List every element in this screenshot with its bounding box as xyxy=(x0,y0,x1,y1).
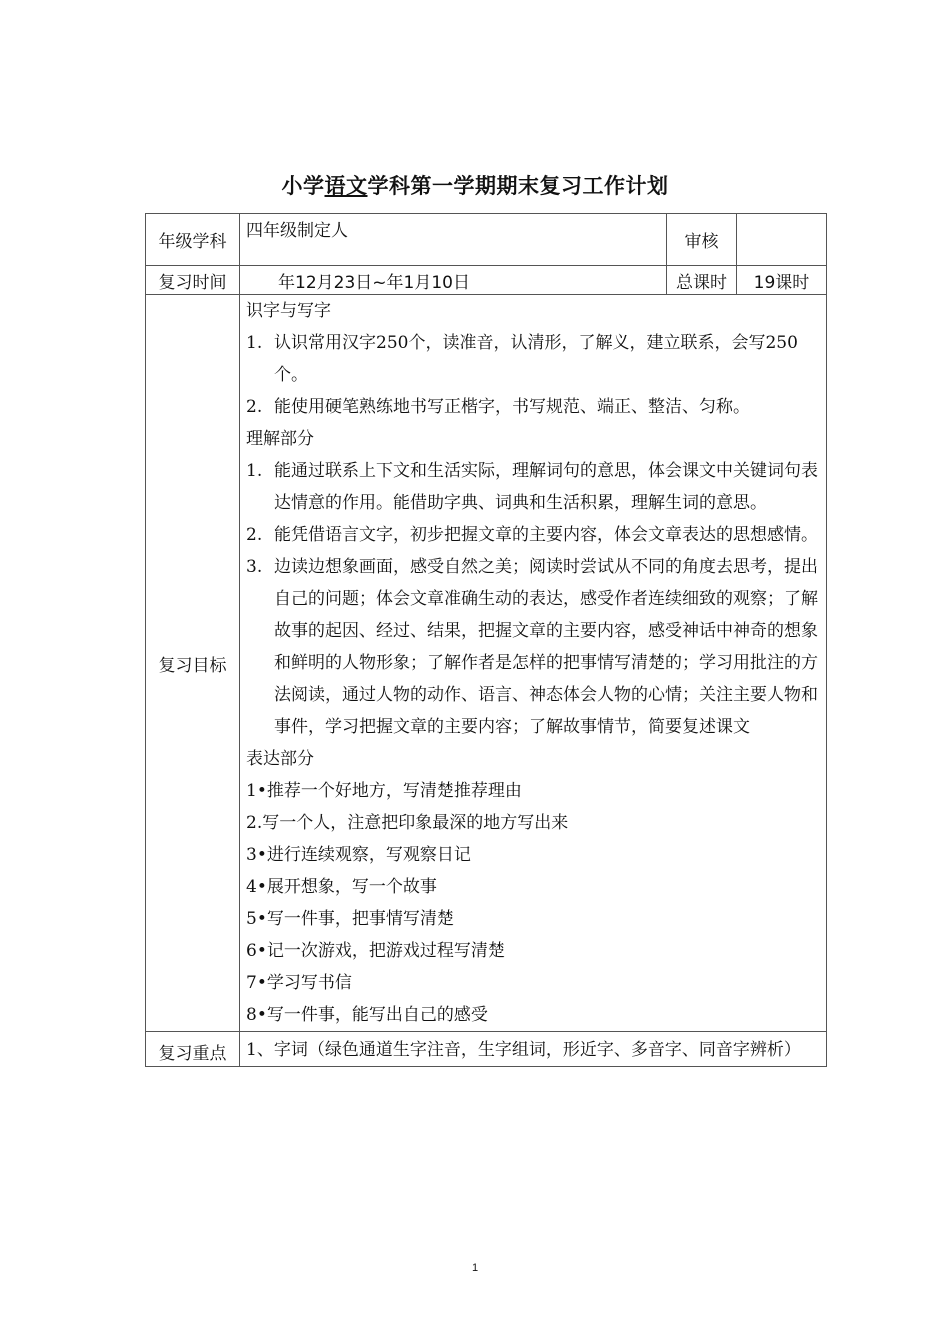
item-text: 认识常用汉字250个，读准音，认清形，了解义，建立联系，会写250个。 xyxy=(274,333,798,385)
title-suffix: 学科第一学期期末复习工作计划 xyxy=(367,174,669,198)
review-plan-table xyxy=(145,213,827,1067)
total-hours-value: 19课时 xyxy=(737,266,827,295)
list-item: 6•记一次游戏，把游戏过程写清楚 xyxy=(246,941,505,961)
review-goals-row xyxy=(146,295,827,1032)
grade-subject-label: 年级学科 xyxy=(146,214,240,266)
title-prefix: 小学 xyxy=(281,174,325,198)
key-points-label: 复习重点 xyxy=(146,1032,240,1067)
item-number: 2. xyxy=(246,397,263,417)
page-number: 1 xyxy=(471,1262,479,1274)
list-item xyxy=(246,551,820,743)
item-number: 1. xyxy=(246,333,263,353)
section-heading: 理解部分 xyxy=(246,429,314,449)
item-number: 2. xyxy=(246,525,263,545)
review-goals-content xyxy=(240,295,827,1032)
list-item: 1•推荐一个好地方，写清楚推荐理由 xyxy=(246,781,522,801)
document-title xyxy=(0,170,950,200)
list-item: 8•写一件事，能写出自己的感受 xyxy=(246,1005,488,1025)
list-item: 5•写一件事，把事情写清楚 xyxy=(246,909,454,929)
grade-subject-row xyxy=(146,214,827,266)
key-points-content: 1、字词（绿色通道生字注音，生字组词，形近字、多音字、同音字辨析） xyxy=(240,1032,827,1067)
section-heading: 识字与写字 xyxy=(246,301,331,321)
review-label: 审核 xyxy=(667,214,737,266)
list-item: 3•进行连续观察，写观察日记 xyxy=(246,845,471,865)
review-goals-label: 复习目标 xyxy=(146,295,240,1032)
item-text: 能凭借语言文字，初步把握文章的主要内容，体会文章表达的思想感情。 xyxy=(274,525,818,545)
review-time-row xyxy=(146,266,827,295)
item-number: 1. xyxy=(246,461,263,481)
item-text: 能通过联系上下文和生活实际，理解词句的意思，体会课文中关键词句表达情意的作用。能借助字典、词典和生活积累，理解生词的意思。 xyxy=(274,461,818,513)
review-time-label: 复习时间 xyxy=(146,266,240,295)
list-item: 2.写一个人，注意把印象最深的地方写出来 xyxy=(246,813,569,833)
list-item xyxy=(246,519,820,551)
item-text: 边读边想象画面，感受自然之美；阅读时尝试从不同的角度去思考，提出自己的问题；体会文章准确生动的表达，感受作者连续细致的观察；了解故事的起因、经过、结果，把握文章的主要内容，感受神话中神奇的想象和鲜明的人物形象；了解作者是怎样的把事情写清楚的；学习用批注的方法阅读，通过人物的动作、语言、神态体会人物的心情；关注主要人物和事件，学习把握文章的主要内容；了解故事情节，简要复述课文 xyxy=(274,557,818,737)
list-item: 4•展开想象，写一个故事 xyxy=(246,877,437,897)
list-item xyxy=(246,455,820,519)
key-points-row xyxy=(146,1032,827,1067)
total-hours-label: 总课时 xyxy=(667,266,737,295)
review-value xyxy=(737,214,827,266)
review-time-value: 年12月23日~年1月10日 xyxy=(240,266,667,295)
title-subject: 语文 xyxy=(324,174,368,198)
grade-subject-value: 四年级制定人 xyxy=(240,214,667,266)
section-heading: 表达部分 xyxy=(246,749,314,769)
list-item xyxy=(246,391,820,423)
item-number: 3. xyxy=(246,557,263,577)
list-item xyxy=(246,327,820,391)
list-item: 7•学习写书信 xyxy=(246,973,352,993)
item-text: 能使用硬笔熟练地书写正楷字，书写规范、端正、整洁、匀称。 xyxy=(274,397,750,417)
